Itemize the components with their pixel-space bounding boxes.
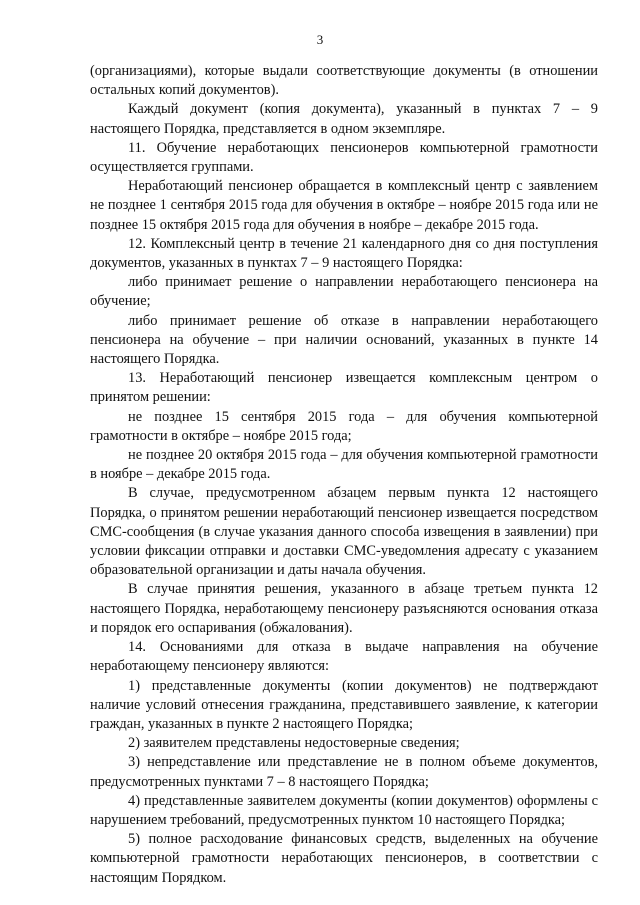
paragraph-ground-2: 2) заявителем представлены недостоверные сведения; <box>128 735 460 752</box>
paragraph-item-11: 11. Обучение неработающих пенсионеров компьютерной грамотности осуществляется группами. <box>90 139 598 176</box>
paragraph-ground-3: 3) непредставление или представление не в полном объеме документов, предусмотренных пунктами 7 – 8 настоящего Порядка; <box>90 754 598 790</box>
paragraph-ground-4: 4) представленные заявителем документы (копии документов) оформлены с нарушением требований, предусмотренных пунктом 10 настоящего Порядка; <box>90 792 598 828</box>
paragraph-item-12: 12. Комплексный центр в течение 21 календарного дня со дня поступления документов, указанных в пунктах 7 – 9 настоящего Порядка: <box>90 235 598 272</box>
paragraph-application-deadline: Неработающий пенсионер обращается в комплексный центр с заявлением не позднее 1 сентября 2015 года для обучения в октябре – ноябре 2015 года или не позднее 15 октября 2015 года для обучения в ноябре – декабре 2015 года. <box>90 178 598 233</box>
paragraph-ground-1: 1) представленные документы (копии документов) не подтверждают наличие условий отнесения гражданина, представившего заявление, к категории граждан, указанных в пункте 2 настоящего Порядка; <box>90 677 598 732</box>
paragraph-sms-notification: В случае, предусмотренном абзацем первым пункта 12 настоящего Порядка, о принятом решении неработающий пенсионер извещается посредством СМС-сообщения (в случае указания данного способа извещения в заявлении) при условии фиксации отправки и доставки СМС-уведомления адресату с указанием образовательной организации и даты начала обучения. <box>90 485 598 579</box>
paragraph-item-14: 14. Основаниями для отказа в выдаче направления на обучение неработающему пенсионеру являются: <box>90 639 598 675</box>
paragraph-continuation: (организациями), которые выдали соответствующие документы (в отношении остальных копий документов). <box>90 63 598 99</box>
paragraph-notify-october: не позднее 20 октября 2015 года – для обучения компьютерной грамотности в ноябре – декабре 2015 года. <box>90 447 598 483</box>
paragraph-copies: Каждый документ (копия документа), указанный в пунктах 7 – 9 настоящего Порядка, представляется в одном экземпляре. <box>90 101 598 137</box>
document-body <box>90 62 598 888</box>
paragraph-ground-5: 5) полное расходование финансовых средств, выделенных на обучение компьютерной грамотности неработающих пенсионеров, в соответствии с настоящим Порядком. <box>90 831 598 886</box>
paragraph-decision-approve: либо принимает решение о направлении неработающего пенсионера на обучение; <box>90 274 598 310</box>
paragraph-decision-refuse: либо принимает решение об отказе в направлении неработающего пенсионера на обучение – при наличии оснований, указанных в пункте 14 настоящего Порядка. <box>90 312 598 368</box>
paragraph-notify-september: не позднее 15 сентября 2015 года – для обучения компьютерной грамотности в октябре – ноябре 2015 года; <box>90 408 598 444</box>
paragraph-refusal-explanation: В случае принятия решения, указанного в абзаце третьем пункта 12 настоящего Порядка, неработающему пенсионеру разъясняются основания отказа и порядок его оспаривания (обжалования). <box>90 581 598 636</box>
page-number: 3 <box>316 32 324 47</box>
paragraph-item-13: 13. Неработающий пенсионер извещается комплексным центром о принятом решении: <box>90 370 598 406</box>
